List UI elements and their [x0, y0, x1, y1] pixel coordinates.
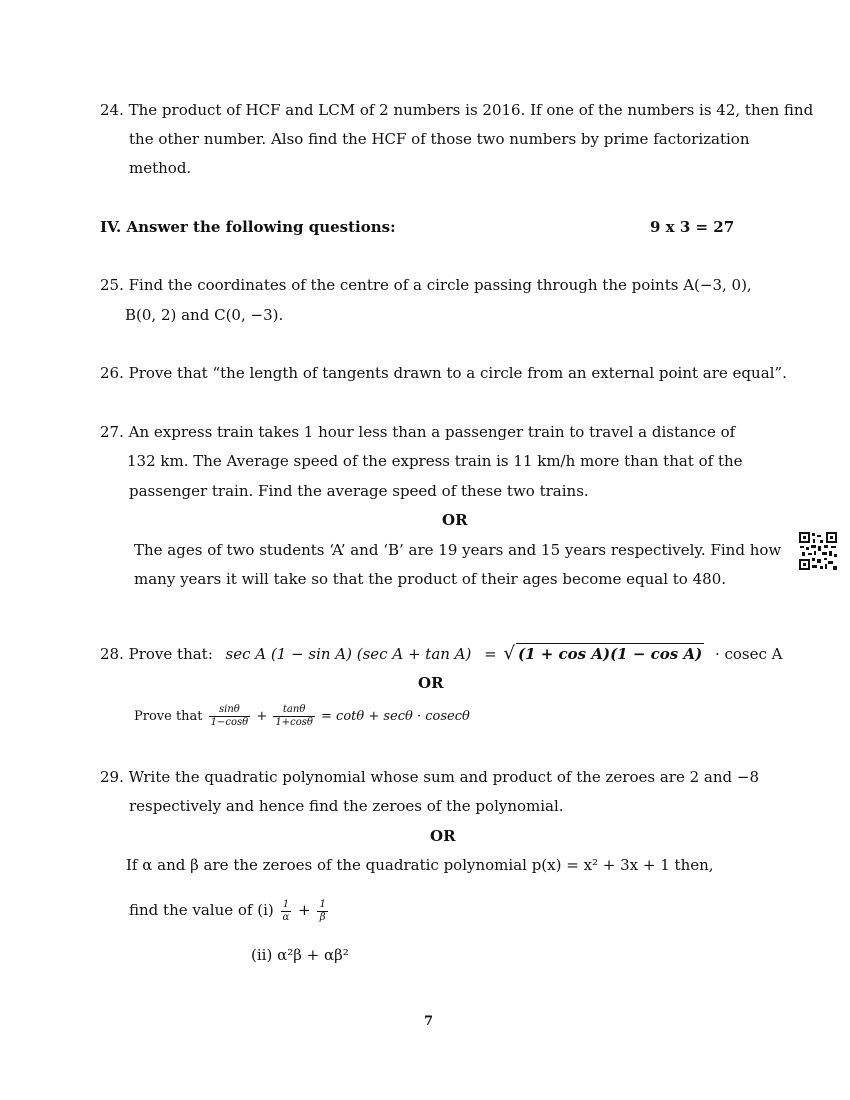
- q28-or: OR: [418, 674, 444, 692]
- q29-or: OR: [430, 827, 456, 845]
- q29-alt-line3: (ii) α²β + αβ²: [251, 946, 349, 964]
- q29-frac1-num: 1: [281, 899, 292, 912]
- q29-plus: +: [298, 901, 311, 919]
- sqrt-icon: √: [503, 643, 515, 664]
- q29-alt-line1: If α and β are the zeroes of the quadratic polynomial p(x) = x² + 3x + 1 then,: [126, 856, 714, 874]
- q29-frac2: [317, 899, 327, 924]
- q28-alt-lead: Prove that: [134, 709, 203, 724]
- qr-code-icon: [798, 531, 838, 571]
- q28-rhs: · cosec A: [714, 645, 783, 663]
- q29-line1: 29. Write the quadratic polynomial whose sum and product of the zeroes are 2 and −8: [100, 768, 760, 786]
- q27-alt-line2: many years it will take so that the product of their ages become equal to 480.: [134, 570, 727, 588]
- q27-line3: passenger train. Find the average speed of these two trains.: [129, 482, 589, 500]
- q28-frac2-num: tanθ: [273, 704, 315, 717]
- q25-line1: 25. Find the coordinates of the centre of a circle passing through the points A(−3, 0),: [100, 276, 752, 294]
- q27-alt-line1: The ages of two students ‘A’ and ‘B’ are 19 years and 15 years respectively. Find how: [134, 541, 782, 559]
- q24-line2: the other number. Also find the HCF of those two numbers by prime factorization: [129, 130, 750, 148]
- q28-radicand: (1 + cos A)(1 − cos A): [518, 645, 703, 663]
- q28-frac1-num: sinθ: [209, 704, 251, 717]
- section-heading: IV. Answer the following questions:: [100, 218, 396, 236]
- q29-frac1: [281, 899, 292, 924]
- q29-line2: respectively and hence find the zeroes of the polynomial.: [129, 797, 564, 815]
- q28-frac1-den: 1−cosθ: [210, 717, 249, 728]
- q24-line3: method.: [129, 159, 192, 177]
- q28-eq: =: [484, 645, 497, 663]
- q27-line1: 27. An express train takes 1 hour less than a passenger train to travel a distance of: [100, 423, 736, 441]
- q29-alt-lead: find the value of (i): [129, 901, 274, 919]
- q29-frac2-num: 1: [319, 898, 326, 910]
- section-marks: 9 x 3 = 27: [650, 218, 735, 236]
- q28-frac1: [209, 704, 251, 729]
- q26-line1: 26. Prove that “the length of tangents drawn to a circle from an external point are equal”.: [100, 364, 787, 382]
- q27-or: OR: [442, 511, 468, 529]
- q29-frac1-den: α: [282, 911, 290, 923]
- page-number: 7: [424, 1014, 434, 1029]
- q28-plus: +: [256, 709, 268, 724]
- q28-alt-line: [134, 703, 470, 731]
- q28-frac2-den: 1+cosθ: [275, 717, 313, 728]
- q25-line2: B(0, 2) and C(0, −3).: [125, 306, 284, 324]
- q29-alt-line2: [129, 896, 330, 924]
- q28-alt-rhs: = cotθ + secθ · cosecθ: [321, 709, 470, 724]
- q28-lhs: sec A (1 − sin A) (sec A + tan A): [225, 645, 472, 663]
- q28-line: [100, 643, 783, 664]
- q28-frac2: [273, 704, 315, 729]
- q28-lead: 28. Prove that:: [100, 645, 213, 663]
- q24-line1: 24. The product of HCF and LCM of 2 numbers is 2016. If one of the numbers is 42, then find: [100, 101, 814, 119]
- q29-frac2-den: β: [319, 911, 326, 923]
- q27-line2: 132 km. The Average speed of the express train is 11 km/h more than that of the: [127, 452, 743, 470]
